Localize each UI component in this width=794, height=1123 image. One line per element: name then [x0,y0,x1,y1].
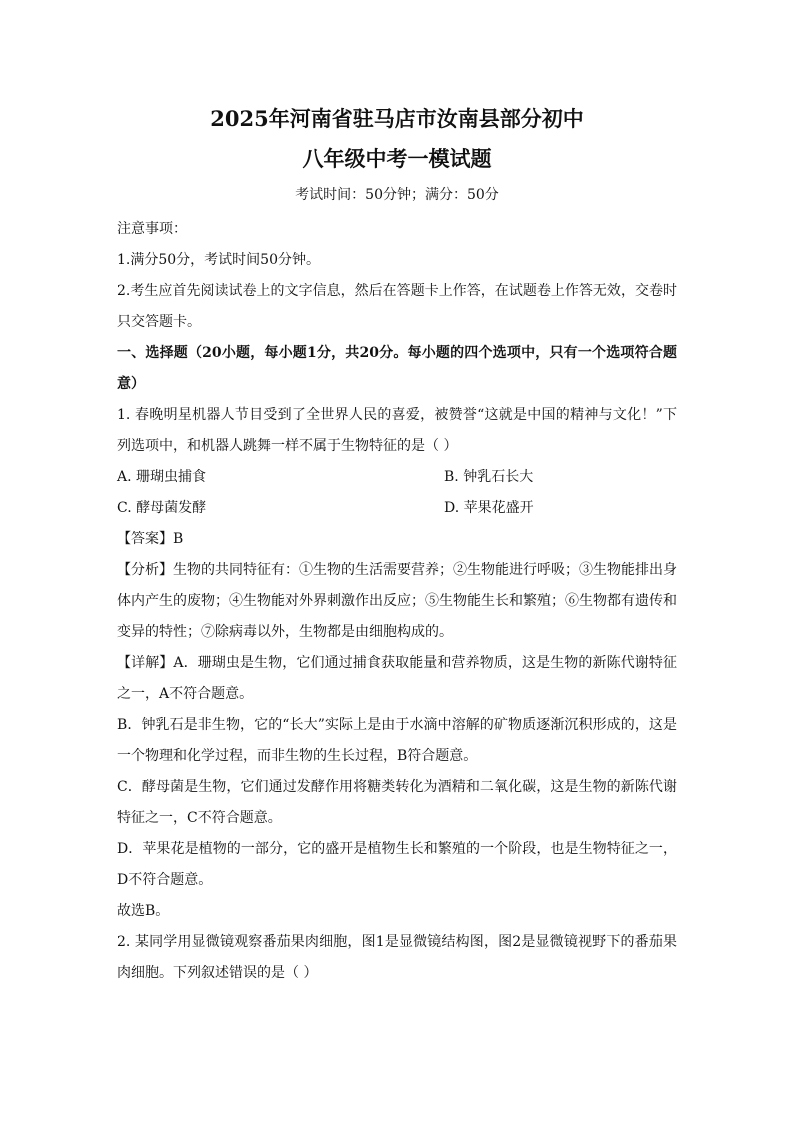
exam-body [117,214,677,989]
conclusion: 故选B。 [117,903,170,919]
question-1-stem: 1. 春晚明星机器人节目受到了全世界人民的喜爱，被赞誉“这就是中国的精神与文化！”下列选项中，和机器人跳舞一样不属于生物特征的是（ ） [117,407,677,454]
exam-info: 考试时间：50分钟；满分：50分 [295,187,499,203]
option-c: C. 酵母菌发酵 [117,500,207,516]
answer: 【答案】B [117,531,184,547]
question-1-options [117,462,677,524]
detail-d: D．苹果花是植物的一部分，它的盛开是植物生长和繁殖的一个阶段，也是生物特征之一，D不符合题意。 [117,841,677,888]
detail-c: C．酵母菌是生物，它们通过发酵作用将糖类转化为酒精和二氧化碳，这是生物的新陈代谢特征之一，C不符合题意。 [117,779,677,826]
detail-a: 【详解】A．珊瑚虫是生物，它们通过捕食获取能量和营养物质，这是生物的新陈代谢特征之一，A不符合题意。 [117,655,677,702]
notice-item-2: 2.考生应首先阅读试卷上的文字信息，然后在答题卡上作答，在试题卷上作答无效，交卷时只交答题卡。 [117,283,677,330]
question-2-stem: 2. 某同学用显微镜观察番茄果肉细胞，图1是显微镜结构图，图2是显微镜视野下的番茄果肉细胞。下列叙述错误的是（ ） [117,934,677,981]
analysis: 【分析】生物的共同特征有：①生物的生活需要营养；②生物能进行呼吸；③生物能排出身体内产生的废物；④生物能对外界刺激作出反应；⑤生物能生长和繁殖；⑥生物都有遗传和变异的特性；⑦除病毒以外，生物都是由细胞构成的。 [117,562,677,640]
exam-title-line1: 2025年河南省驻马店市汝南县部分初中 [210,106,584,131]
exam-title-line2: 八年级中考一模试题 [302,146,492,171]
option-a: A. 珊瑚虫捕食 [117,469,207,485]
detail-b: B．钟乳石是非生物，它的“长大”实际上是由于水滴中溶解的矿物质逐渐沉积形成的，这是一个物理和化学过程，而非生物的生长过程，B符合题意。 [117,717,677,764]
notice-heading: 注意事项： [117,221,187,237]
option-d: D. 苹果花盛开 [444,500,534,516]
option-b: B. 钟乳石长大 [444,469,534,485]
section-heading: 一、选择题（20小题，每小题1分，共20分。每小题的四个选项中，只有一个选项符合题意） [117,345,677,392]
notice-item-1: 1.满分50分，考试时间50分钟。 [117,252,320,268]
